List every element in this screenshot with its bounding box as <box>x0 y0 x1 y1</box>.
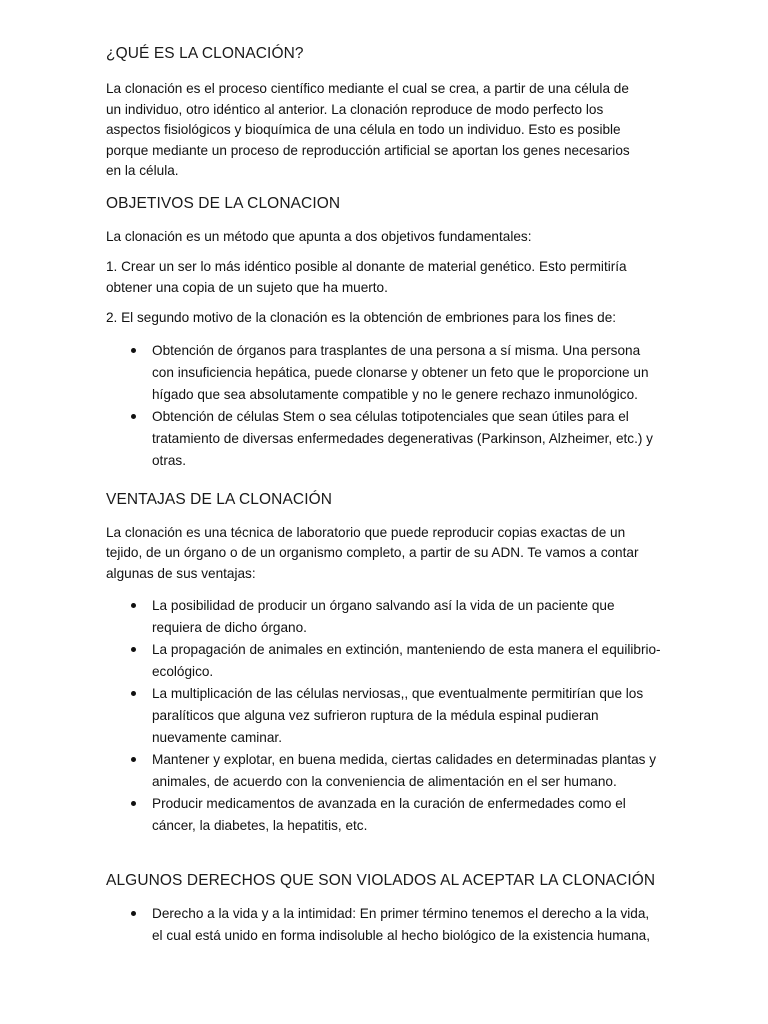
list-item <box>106 406 662 472</box>
list-item <box>106 793 662 837</box>
paragraph-objetivo-1: 1. Crear un ser lo más idéntico posible al donante de material genético. Esto permitiría obtener una copia de un sujeto que ha muerto. <box>106 259 627 295</box>
list-item <box>106 749 662 793</box>
list-item-text: Obtención de órganos para trasplantes de una persona a sí misma. Una persona con insuficiencia hepática, puede clonarse y obtener un feto que le proporcione un hígado que sea absolutamente compatible y no le genere rechazo inmunológico. <box>152 342 649 402</box>
bullet-icon <box>131 691 136 696</box>
bullet-icon <box>131 801 136 806</box>
list-item-text: Producir medicamentos de avanzada en la curación de enfermedades como el cáncer, la diabetes, la hepatitis, etc. <box>152 796 626 833</box>
list-fines <box>106 340 662 472</box>
list-item-text: Obtención de células Stem o sea células totipotenciales que sean útiles para el tratamiento de diversas enfermedades degenerativas (Parkinson, Alzheimer, etc.) y otras. <box>152 408 653 468</box>
document-body <box>106 44 662 947</box>
list-item <box>106 340 662 406</box>
paragraph-objetivos-intro: La clonación es un método que apunta a dos objetivos fundamentales: <box>106 228 532 244</box>
bullet-icon <box>131 757 136 762</box>
heading-objetivos: OBJETIVOS DE LA CLONACION <box>106 194 341 212</box>
list-ventajas <box>106 595 662 837</box>
list-item-text: La propagación de animales en extinción, manteniendo de esta manera el equilibrio-ecológico. <box>152 642 661 679</box>
list-item <box>106 639 662 683</box>
list-item-text: Derecho a la vida y a la intimidad: En primer término tenemos el derecho a la vida, el cual está unido en forma indisoluble al hecho biológico de la existencia humana, <box>152 906 651 943</box>
paragraph-ventajas-intro: La clonación es una técnica de laboratorio que puede reproducir copias exactas de un tejido, de un órgano o de un organismo completo, a partir de su ADN. Te vamos a contar algunas de sus ventajas: <box>106 524 639 581</box>
bullet-icon <box>131 647 136 652</box>
list-item-text: La multiplicación de las células nerviosas,, que eventualmente permitirían que los paralíticos que alguna vez sufrieron ruptura de la médula espinal pudieran nuevamente caminar. <box>152 686 644 745</box>
bullet-icon <box>131 348 136 353</box>
heading-que-es-la-clonacion: ¿QUÉ ES LA CLONACIÓN? <box>106 45 304 62</box>
list-item <box>106 683 662 749</box>
heading-derechos-violados: ALGUNOS DERECHOS QUE SON VIOLADOS AL ACEPTAR LA CLONACIÓN <box>106 872 656 889</box>
paragraph-definicion: La clonación es el proceso científico mediante el cual se crea, a partir de una célula de un individuo, otro idéntico al anterior. La clonación reproduce de modo perfecto los aspectos fisiológicos y bioquímica de una célula en todo un individuo. Esto es posible porque mediante un proceso de reproducción artificial se aportan los genes necesarios en la célula. <box>106 81 630 178</box>
bullet-icon <box>131 414 136 419</box>
heading-ventajas: VENTAJAS DE LA CLONACIÓN <box>106 490 333 508</box>
list-item-text: La posibilidad de producir un órgano salvando así la vida de un paciente que requiera de dicho órgano. <box>152 598 615 635</box>
list-item-text: Mantener y explotar, en buena medida, ciertas calidades en determinadas plantas y animales, de acuerdo con la conveniencia de alimentación en el ser humano. <box>152 752 657 789</box>
list-derechos <box>106 903 662 947</box>
list-item <box>106 595 662 639</box>
bullet-icon <box>131 603 136 608</box>
list-item <box>106 903 662 947</box>
paragraph-objetivo-2: 2. El segundo motivo de la clonación es la obtención de embriones para los fines de: <box>106 310 617 325</box>
bullet-icon <box>131 911 136 916</box>
